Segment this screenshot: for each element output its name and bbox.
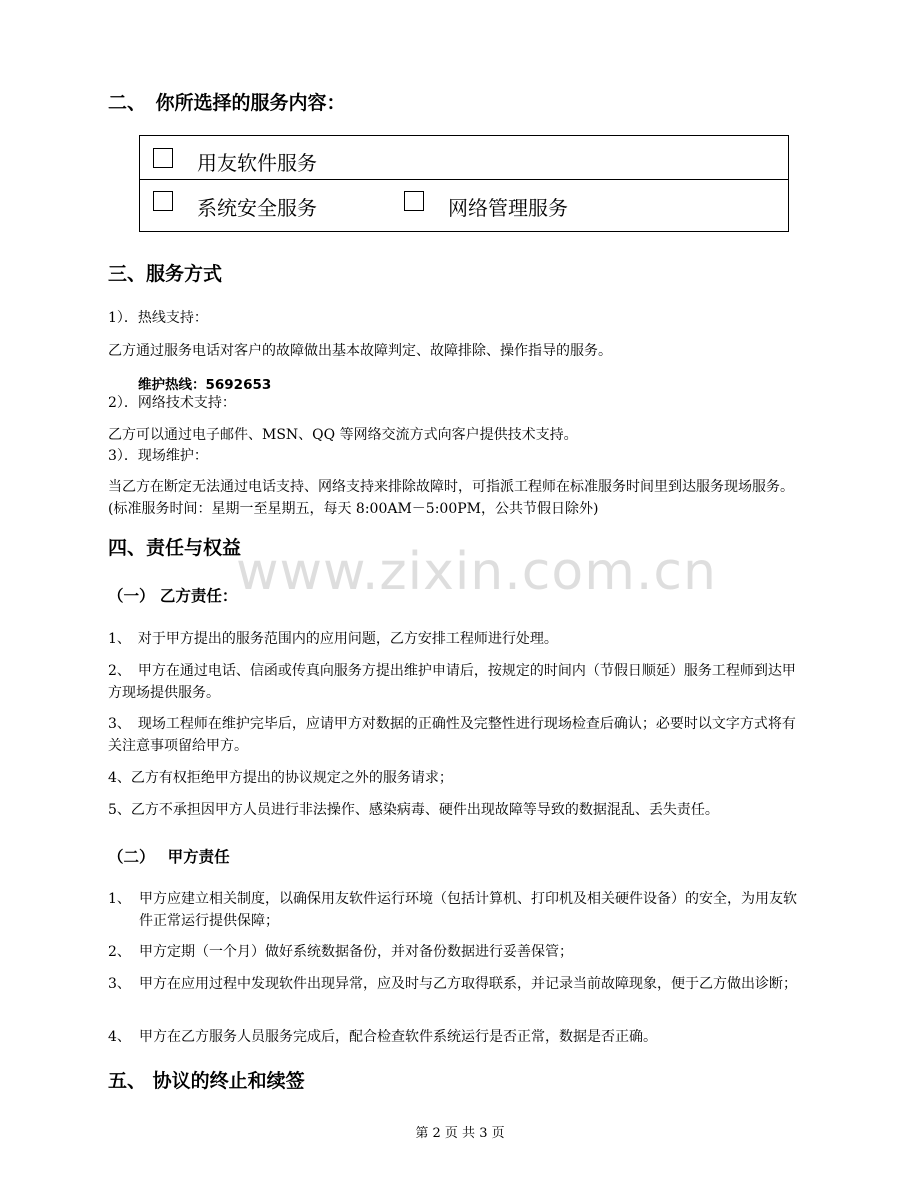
party-b-item: 4、乙方有权拒绝甲方提出的协议规定之外的服务请求； [108, 770, 453, 786]
section-3-heading: 三、服务方式 [108, 263, 223, 285]
option-label-network-management: 网络管理服务 [448, 196, 568, 220]
watermark: www.zixin.com.cn [236, 542, 717, 602]
item-3-text: 当乙方在断定无法通过电话支持、网络支持来排除故障时，可指派工程师在标准服务时间里到达服务现场服务。(标准服务时间：星期一至星期五，每天 8:00AM－5:00PM，公共节假日除外) [108, 479, 794, 517]
item-1-label: 1）．热线支持： [108, 310, 208, 326]
party-a-item-number: 4、 [108, 1029, 131, 1045]
item-2-label: 2）．网络技术支持： [108, 395, 236, 411]
section-2-heading: 二、 你所选择的服务内容： [108, 92, 346, 114]
page-footer: 第 2 页 共 3 页 [415, 1126, 505, 1141]
party-a-item-text: 甲方定期（一个月）做好系统数据备份，并对备份数据进行妥善保管； [139, 944, 573, 960]
party-a-item-text: 甲方在乙方服务人员服务完成后，配合检查软件系统运行是否正常，数据是否正确。 [139, 1029, 657, 1045]
item-1-text: 乙方通过服务电话对客户的故障做出基本故障判定、故障排除、操作指导的服务。 [108, 343, 612, 359]
item-2-text: 乙方可以通过电子邮件、MSN、QQ 等网络交流方式向客户提供技术支持。 [108, 427, 578, 443]
item-3-label: 3）．现场维护： [108, 448, 208, 464]
party-a-item-text: 甲方在应用过程中发现软件出现异常，应及时与乙方取得联系，并记录当前故障现象，便于乙方做出诊断； [139, 976, 797, 992]
party-a-item-number: 2、 [108, 944, 131, 960]
box-divider [140, 179, 788, 180]
party-b-item: 3、 现场工程师在维护完毕后，应请甲方对数据的正确性及完整性进行现场检查后确认；必要时以文字方式将有关注意事项留给甲方。 [108, 716, 796, 754]
party-b-item: 2、 甲方在通过电话、信函或传真向服务方提出维护申请后，按规定的时间内（节假日顺延）服务工程师到达甲方现场提供服务。 [108, 663, 796, 701]
section-4-heading: 四、责任与权益 [108, 537, 242, 559]
checkbox-network-management[interactable] [404, 191, 424, 211]
subsection-party-a-heading: （二） 甲方责任 [108, 848, 230, 866]
checkbox-yonyou-software[interactable] [153, 148, 173, 168]
checkbox-system-security[interactable] [153, 191, 173, 211]
hotline-text: 维护热线：5692653 [138, 377, 272, 393]
party-b-item: 1、 对于甲方提出的服务范围内的应用问题，乙方安排工程师进行处理。 [108, 631, 558, 647]
subsection-party-b-heading: （一） 乙方责任： [108, 587, 238, 605]
section-5-heading: 五、 协议的终止和续签 [108, 1070, 305, 1092]
option-label-yonyou-software: 用友软件服务 [197, 151, 317, 175]
service-options-box [139, 135, 789, 232]
party-a-item-text: 甲方应建立相关制度，以确保用友软件运行环境（包括计算机、打印机及相关硬件设备）的安全，为用友软件正常运行提供保障； [139, 891, 797, 929]
party-a-item-number: 1、 [108, 891, 131, 907]
party-b-item: 5、乙方不承担因甲方人员进行非法操作、感染病毒、硬件出现故障等导致的数据混乱、丢失责任。 [108, 802, 719, 818]
party-a-item-number: 3、 [108, 976, 131, 992]
option-label-system-security: 系统安全服务 [197, 196, 317, 220]
